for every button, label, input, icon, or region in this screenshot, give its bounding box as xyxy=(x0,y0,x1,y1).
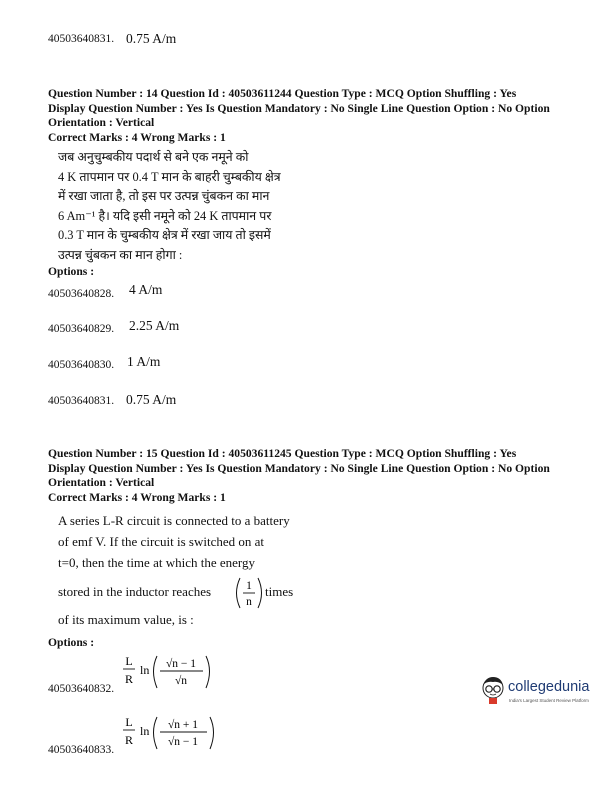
option-id: 40503640828. xyxy=(48,288,115,300)
option-id: 40503640829. xyxy=(48,323,115,335)
option-value[interactable]: 0.75 A/m xyxy=(126,392,177,407)
option-value[interactable]: 2.25 A/m xyxy=(129,318,180,333)
options-label: Options : xyxy=(48,636,95,649)
collegedunia-logo xyxy=(480,674,612,714)
logo-tagline: India's Largest Student Review Platform xyxy=(509,698,589,703)
option-id: 40503640833. xyxy=(48,744,115,756)
option-id: 40503640831. xyxy=(48,395,115,407)
formula-denominator: √n xyxy=(174,675,188,687)
meta-line: Display Question Number : Yes Is Question Mandatory : No Single Line Question Option : No Option xyxy=(48,101,550,115)
formula-numerator: √n + 1 xyxy=(167,719,199,731)
meta-line: Orientation : Vertical xyxy=(48,476,155,489)
formula-numerator: √n − 1 xyxy=(165,658,197,670)
question-14-text xyxy=(58,148,281,265)
question-line: में रखा जाता है, तो इस पर उत्पन्न चुंबकन का मान xyxy=(58,189,270,203)
formula-R: R xyxy=(124,672,134,686)
option-formula[interactable] xyxy=(118,712,218,756)
question-line: जब अनुचुम्बकीय पदार्थ से बने एक नमूने को xyxy=(58,150,249,164)
formula-denominator: √n − 1 xyxy=(167,736,199,748)
meta-line: Display Question Number : Yes Is Question Mandatory : No Single Line Question Option : No Option xyxy=(48,461,550,475)
fraction-numerator: 1 xyxy=(246,580,252,592)
meta-line: Question Number : 14 Question Id : 40503611244 Question Type : MCQ Option Shuffling : Yes xyxy=(48,87,517,100)
question-15-text xyxy=(58,510,290,573)
question-line: 6 Am⁻¹ है। यदि इसी नमूने को 24 K तापमान पर xyxy=(58,208,272,223)
option-value[interactable]: 4 A/m xyxy=(129,282,163,297)
options-label: Options : xyxy=(48,265,95,278)
formula-ln: ln xyxy=(140,663,150,677)
fraction-1-over-n xyxy=(232,575,266,611)
meta-line: Correct Marks : 4 Wrong Marks : 1 xyxy=(48,130,226,144)
option-value[interactable]: 1 A/m xyxy=(127,354,161,369)
question-line: of its maximum value, is : xyxy=(58,612,194,627)
formula-R: R xyxy=(124,733,134,747)
question-15-meta xyxy=(48,447,550,505)
question-14-meta xyxy=(48,87,550,145)
question-line: उत्पन्न चुंबकन का मान होगा : xyxy=(58,247,183,262)
logo-text: collegedunia xyxy=(508,679,590,695)
formula-L: L xyxy=(125,654,133,668)
question-line: of emf V. If the circuit is switched on at xyxy=(58,534,265,549)
meta-line: Orientation : Vertical xyxy=(48,116,155,129)
question-line: stored in the inductor reaches xyxy=(58,584,212,599)
option-id: 40503640830. xyxy=(48,359,115,371)
question-line: A series L-R circuit is connected to a battery xyxy=(58,513,290,528)
mascot-icon xyxy=(480,676,508,706)
question-line: times xyxy=(265,584,294,599)
option-formula[interactable] xyxy=(118,651,218,695)
question-line: 4 K तापमान पर 0.4 T मान के बाहरी चुम्बकीय क्षेत्र xyxy=(58,169,281,184)
option-id: 40503640831. xyxy=(48,33,115,45)
option-value: 0.75 A/m xyxy=(126,31,177,46)
option-id: 40503640832. xyxy=(48,683,115,695)
question-line: 0.3 T मान के चुम्बकीय क्षेत्र में रखा जाय तो इसमें xyxy=(58,228,271,242)
formula-ln: ln xyxy=(140,724,150,738)
fraction-denominator: n xyxy=(246,596,252,608)
question-line: t=0, then the time at which the energy xyxy=(58,555,255,570)
meta-line: Question Number : 15 Question Id : 40503611245 Question Type : MCQ Option Shuffling : Yes xyxy=(48,447,517,460)
formula-L: L xyxy=(125,715,133,729)
meta-line: Correct Marks : 4 Wrong Marks : 1 xyxy=(48,490,226,504)
